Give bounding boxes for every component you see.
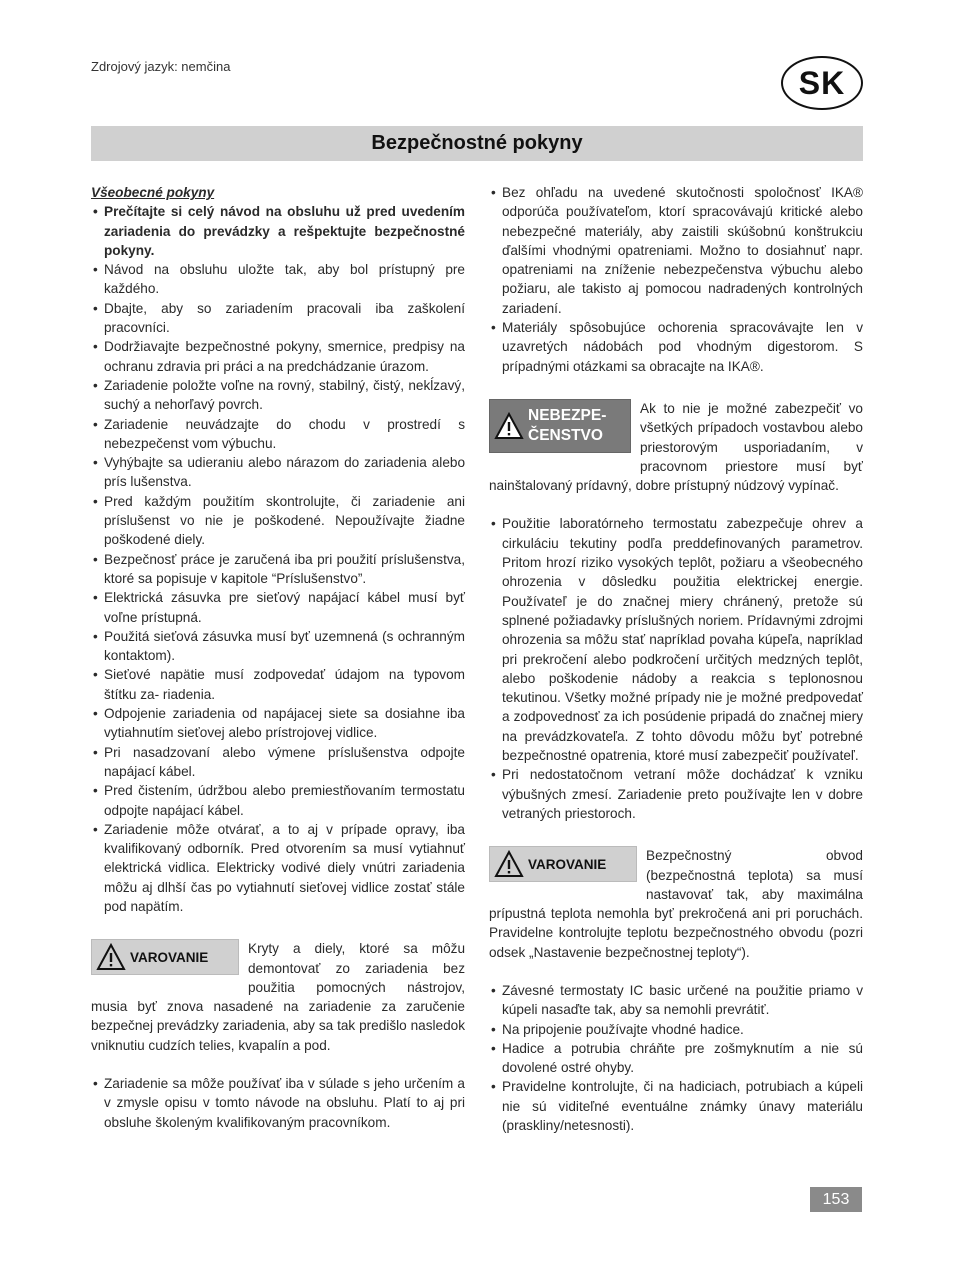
warning-triangle-icon [494,411,524,441]
danger-label-line1: NEBEZPE- [528,406,607,424]
list-item: • Pravidelne kontrolujte, či na hadiciach, potrubiach a kúpeli nie sú viditeľné eventuálne známky únavy materiálu (praskliny/netesnosti). [489,1077,863,1135]
list-item: • Vyhýbajte sa udieraniu alebo nárazom do zariadenia alebo prís lušenstva. [91,453,465,492]
warning-label [91,939,239,975]
bottom-list [489,981,863,1135]
list-item: • Závesné termostaty IC basic určené na použitie priamo v kúpeli nasaďte tak, aby sa nemohli prevrátiť. [489,981,863,1020]
list-item: • Bezpečnosť práce je zaručená iba pri použití príslušenstva, ktoré sa popisuje v kapitole “Príslušenstvo”. [91,550,465,589]
list-item: • Bez ohľadu na uvedené skutočnosti spoločnosť IKA® odporúča používateľom, ktorí spracovávajú kritické alebo nebezpečné materiály, aby zaistili skúšobnú konštrukciu ďalšími vhodnými opatreniami. Možno to dosiahnuť napr. opatreniami na zníženie nebezpečenstva výbuchu alebo požiaru, ale takisto aj pomocou nadradených kontrolných zariadení. [489,183,863,318]
danger-label-text [528,406,606,446]
usage-list [91,1074,465,1132]
warning-text: Kryty a diely, ktoré sa môžu demontovať zo zariadenia bez použitia pomocných nástrojov, musia byť znova nasadené na zariadenie za zaručenie bezpečnej prevádzky zariadenia, aby sa tak predišlo nasledok vniknutiu cudzích telies, kvapalín a pod. [91,941,465,1053]
list-item: • Zariadenie môže otvárať, a to aj v prípade opravy, iba kvalifikovaný odborník. Pred otvorením sa musí vytiahnuť elektrická vidlica. Elektricky vodivé diely vnútri zariadenia môžu aj dlhší čas po vytiahnutí sieťovej vidlice zostať stále pod napätím. [91,820,465,916]
warning-label-text: VAROVANIE [528,856,607,872]
list-item: • Zariadenie neuvádzajte do chodu v prostredí s nebezpečenst vom výbuchu. [91,415,465,454]
list-item: • Pri nedostatočnom vetraní môže dochádzať k vzniku výbušných zmesí. Zariadenie preto používajte len v dobre vetraných priestoroch. [489,765,863,823]
list-item: • Návod na obsluhu uložte tak, aby bol prístupný pre každého. [91,260,465,299]
warning-triangle-icon [494,849,524,879]
danger-label [489,399,631,453]
section-title: Všeobecné pokyny [91,185,215,200]
left-column [91,183,465,1132]
source-language-note: Zdrojový jazyk: nemčina [91,59,231,74]
danger-block [489,395,863,495]
language-badge: SK [781,56,863,110]
list-item: • Hadice a potrubia chráňte pre zošmyknutím a nie sú dovolené ostré ohyby. [489,1039,863,1078]
general-instructions-list [91,202,465,916]
middle-list [489,514,863,823]
warning-label [489,846,637,882]
page-number: 153 [810,1187,862,1212]
list-item: • Dbajte, aby so zariadením pracovali iba zaškolení pracovníci. [91,299,465,338]
list-item: • Na pripojenie používajte vhodné hadice. [489,1020,863,1039]
list-item: • Prečítajte si celý návod na obsluhu už pred uvedením zariadenia do prevádzky a rešpektujte bezpečnostné pokyny. [91,202,465,260]
list-item: • Odpojenie zariadenia od napájacej siete sa dosiahne iba vytiahnutím sieťovej alebo prístrojovej vidlice. [91,704,465,743]
warning-text: Bezpečnostný obvod (bezpečnostná teplota) sa musí nastavovať tak, aby maximálna prípustná teplota nemohla byť prekročená ani pri poruchách. Pravidelne kontrolujte teplotu bezpečnostného obvodu (pozri odsek „Nastavenie bezpečnostnej teploty“). [489,848,863,960]
list-item: • Použitie laboratórneho termostatu zabezpečuje ohrev a cirkuláciu tekutiny podľa preddefinovaných parametrov. Pritom hrozí riziko vysokých teplôt, požiaru a všeobecného ohrozenia v dôsledku použitia elektrickej energie. Používateľ je do značnej miery chránený, pretože sú splnené požiadavky príslušných noriem. Prídavnými zdrojmi ohrozenia sa môžu stať napríklad povaha kúpeľa, napríklad pri prekročení alebo podkročení určitých medzných teplôt, alebo poškodenie nádoby a reakcia s teplonosnou tekutinou. Všetky možné prípady nie je možné predpovedať a zodpovednosť za ich posúdenie pripadá do značnej miery na prevádzkovateľa. Z tohto dôvodu môžu byť potrebné bezpečnostné opatrenia, ktoré musí zabezpečiť používateľ. [489,514,863,765]
list-item: • Pred každým použitím skontrolujte, či zariadenie ani príslušenst vo nie je poškodené. Nepoužívajte žiadne poškodené diely. [91,492,465,550]
danger-label-line2: ČENSTVO [528,426,603,444]
warning-block [489,842,863,962]
warning-block [91,935,465,1055]
list-item: • Dodržiavajte bezpečnostné pokyny, smernice, predpisy na ochranu zdravia pri práci a na predchádzanie úrazom. [91,337,465,376]
page-title: Bezpečnostné pokyny [91,126,863,161]
danger-text: Ak to nie je možné zabezpečiť vo všetkých prípadoch vostavbou alebo priestorovým usporiadaním, v pracovnom priestore musí byť nainštalovaný prídavný, dobre prístupný núdzový vypínač. [489,400,863,494]
list-item: • Použitá sieťová zásuvka musí byť uzemnená (s ochranným kontaktom). [91,627,465,666]
list-item: • Zariadenie sa môže používať iba v súlade s jeho určením a v zmysle opisu v tomto návode na obsluhu. Platí to aj pri obsluhe školeným kvalifikovaným pracovníkom. [91,1074,465,1132]
list-item: • Materiály spôsobujúce ochorenia spracovávajte len v uzavretých nádobách pod vhodným digestorom. S prípadnými otázkami sa obracajte na IKA®. [489,318,863,376]
warning-label-text: VAROVANIE [130,949,209,965]
list-item: • Elektrická zásuvka pre sieťový napájací kábel musí byť voľne prístupná. [91,588,465,627]
list-item: • Zariadenie položte voľne na rovný, stabilný, čistý, nekĺzavý, suchý a nehorľavý povrch. [91,376,465,415]
list-item: • Sieťové napätie musí zodpovedať údajom na typovom štítku za- riadenia. [91,665,465,704]
list-item: • Pri nasadzovaní alebo výmene príslušenstva odpojte napájací kábel. [91,743,465,782]
right-column [489,183,863,1135]
warning-triangle-icon [96,942,126,972]
list-item: • Pred čistením, údržbou alebo premiestňovaním termostatu odpojte napájací kábel. [91,781,465,820]
top-list [489,183,863,376]
